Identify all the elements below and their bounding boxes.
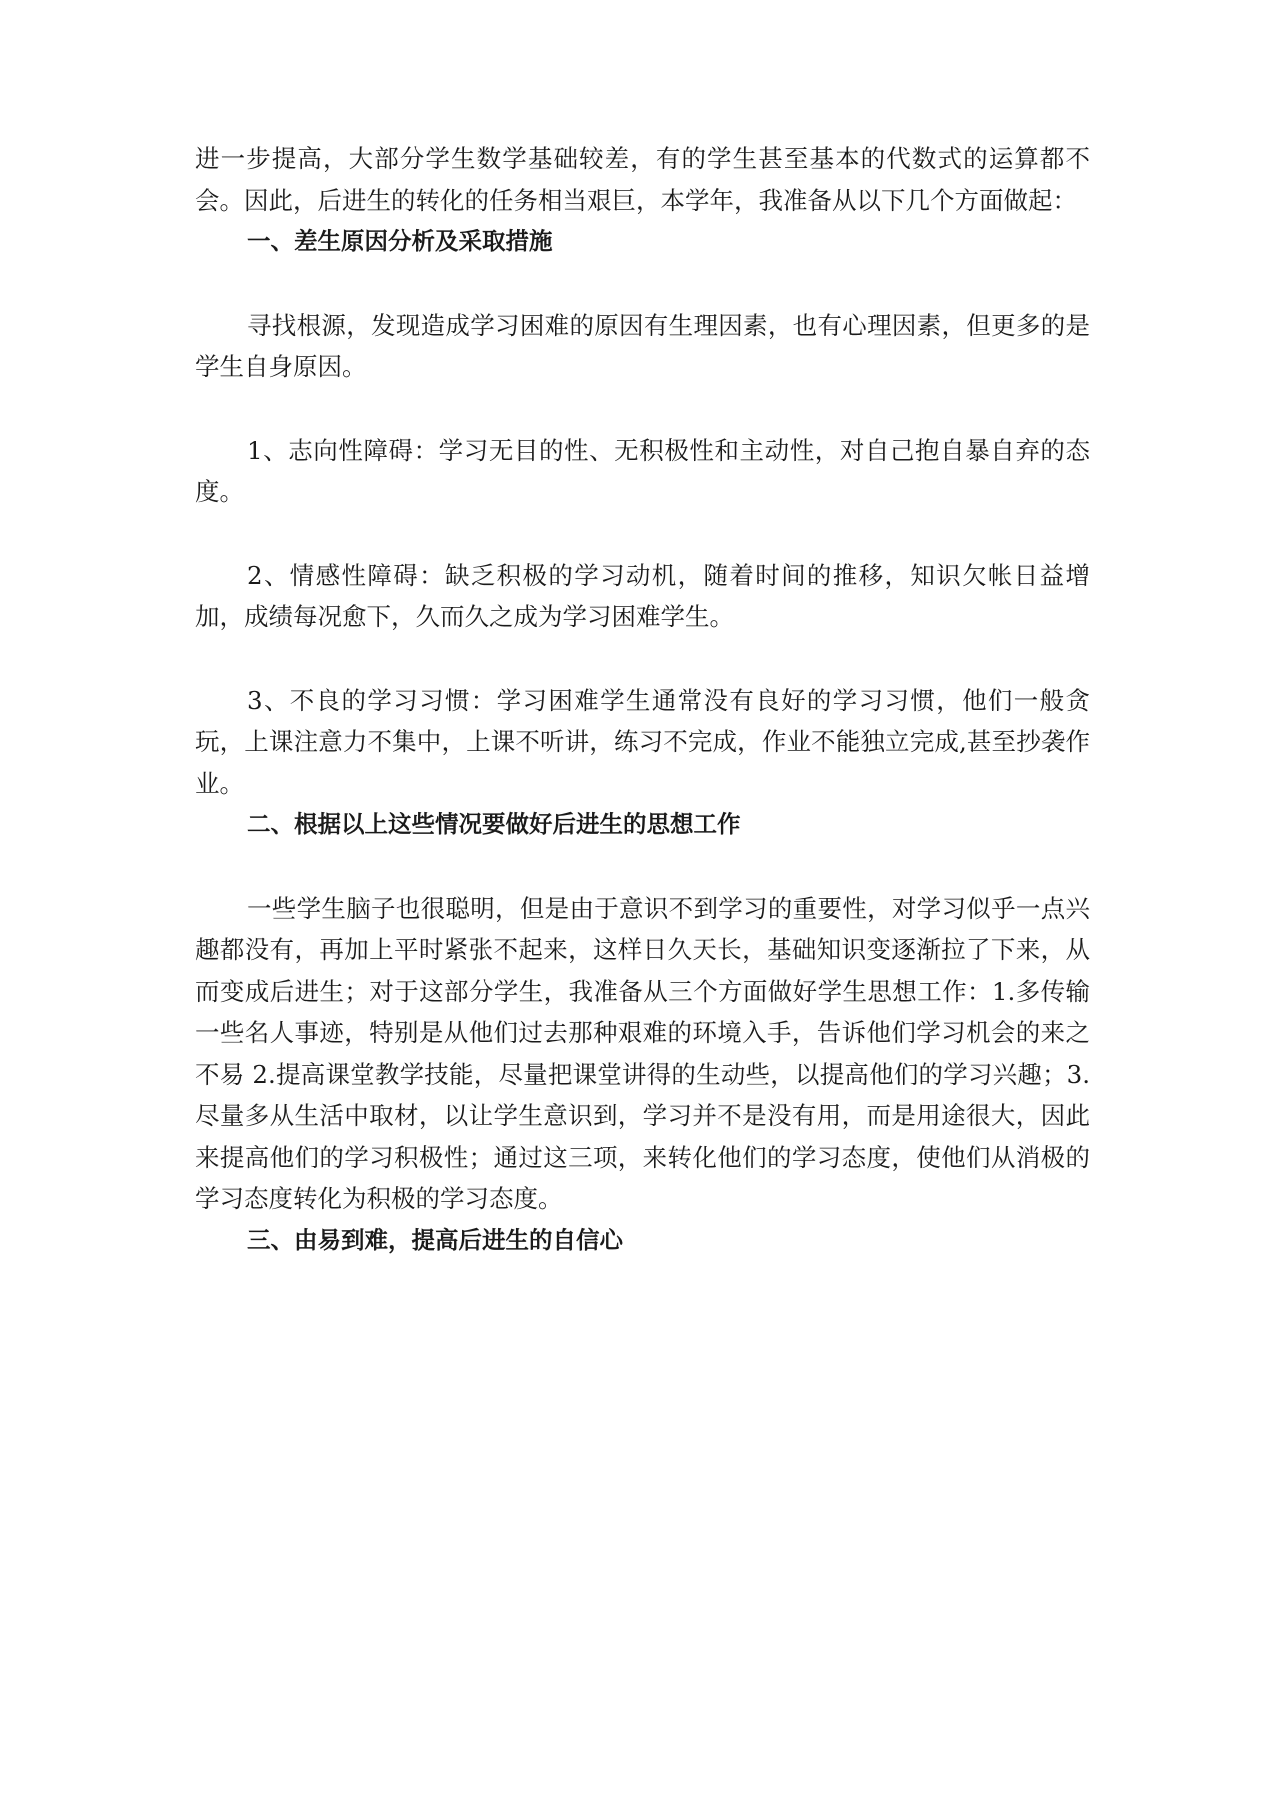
section-3-heading: 三、由易到难，提高后进生的自信心 [247,1225,623,1254]
section-1-paragraph: 寻找根源，发现造成学习困难的原因有生理因素，也有心理因素，但更多的是学生自身原因。 [195,310,1090,381]
intro-paragraph: 进一步提高，大部分学生数学基础较差，有的学生甚至基本的代数式的运算都不会。因此，后进生的转化的任务相当艰巨，本学年，我准备从以下几个方面做起： [195,144,1090,215]
section-2-heading: 二、根据以上这些情况要做好后进生的思想工作 [247,810,741,838]
section-1-heading: 一、差生原因分析及采取措施 [247,227,553,255]
section-1-item-2: 2、情感性障碍：缺乏积极的学习动机，随着时间的推移，知识欠帐日益增加，成绩每况愈下，久而久之成为学习困难学生。 [195,560,1090,631]
section-1-item-1: 1、志向性障碍：学习无目的性、无积极性和主动性，对自己抱自暴自弃的态度。 [195,435,1090,506]
section-2-paragraph: 一些学生脑子也很聪明，但是由于意识不到学习的重要性，对学习似乎一点兴趣都没有，再加上平时紧张不起来，这样日久天长，基础知识变逐渐拉了下来，从而变成后进生；对于这部分学生，我准备从三个方面做好学生思想工作：1.多传输一些名人事迹，特别是从他们过去那种艰难的环境入手，告诉他们学习机会的来之不易 2.提高课堂教学技能，尽量把课堂讲得的生动些，以提高他们的学习兴趣；3.尽量多从生活中取材，以让学生意识到，学习并不是没有用，而是用途很大，因此来提高他们的学习积极性；通过这三项，来转化他们的学习态度，使他们从消极的学习态度转化为积极的学习态度。 [195,893,1090,1213]
section-1-item-3: 3、不良的学习习惯：学习困难学生通常没有良好的学习习惯，他们一般贪玩，上课注意力不集中，上课不听讲，练习不完成，作业不能独立完成,甚至抄袭作业。 [195,685,1090,798]
document-body [195,138,1090,1261]
